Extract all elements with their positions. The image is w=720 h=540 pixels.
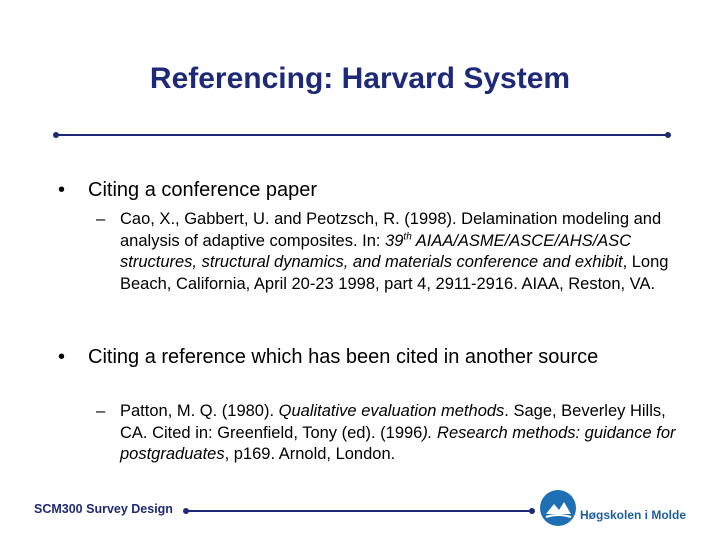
divider-dot-left bbox=[53, 132, 59, 138]
footer-dot-right bbox=[529, 508, 535, 514]
divider-dot-right bbox=[665, 132, 671, 138]
citation-2 bbox=[96, 401, 696, 466]
institution-logo-icon bbox=[540, 490, 576, 526]
citation-2-body: Patton, M. Q. (1980). Qualitative evaluation methods. Sage, Beverley Hills, CA. Cited in: Greenfield, Tony (ed). (1996). Research methods: guidance for postgraduates, p169. Arnold, London. bbox=[120, 402, 676, 463]
dash-marker: – bbox=[96, 210, 106, 228]
course-label: SCM300 Survey Design bbox=[34, 502, 173, 516]
citation-1-body: Cao, X., Gabbert, U. and Peotzsch, R. (1998). Delamination modeling and analysis of adaptive composites. In: 39th AIAA/ASME/ASCE/AHS/ASC structures, structural dynamics, and materials conference and exhibit, Long Beach, California, April 20-23 1998, part 4, 2911-2916. AIAA, Reston, VA. bbox=[120, 210, 669, 293]
bullet-marker: • bbox=[58, 346, 66, 368]
footer-line bbox=[186, 510, 532, 512]
bullet-1-text: Citing a conference paper bbox=[88, 179, 318, 201]
bullet-2-text: Citing a reference which has been cited in another source bbox=[88, 346, 599, 368]
slide-title: Referencing: Harvard System bbox=[149, 62, 571, 95]
mountain-icon bbox=[540, 490, 576, 526]
institution-name: Høgskolen i Molde bbox=[580, 508, 687, 522]
divider-line bbox=[56, 134, 668, 136]
dash-marker: – bbox=[96, 402, 106, 420]
citation-1 bbox=[96, 209, 696, 295]
bullet-marker: • bbox=[58, 179, 66, 201]
